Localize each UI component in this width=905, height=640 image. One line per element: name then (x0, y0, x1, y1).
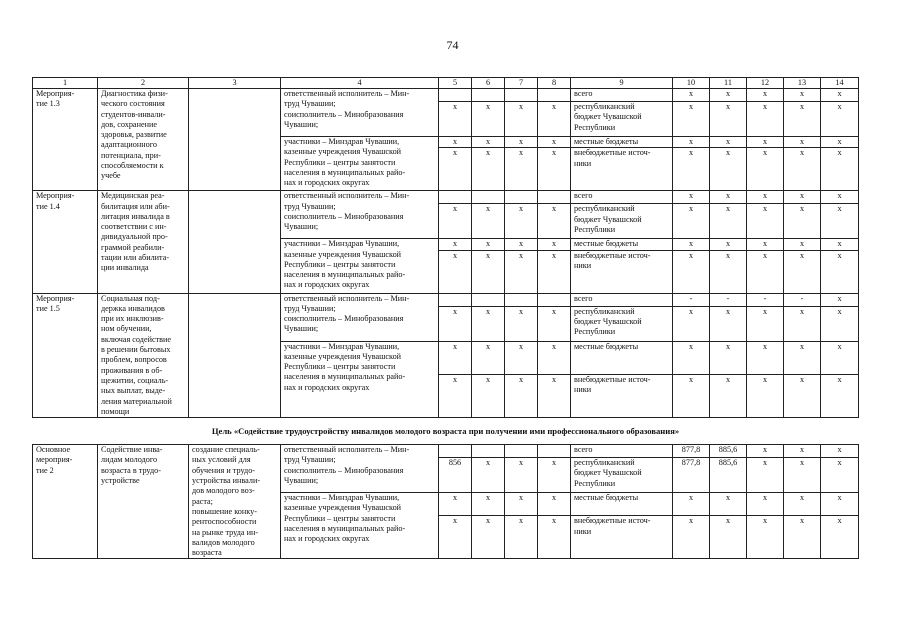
code-cell: x (472, 148, 505, 191)
code-cell: 856 (439, 458, 472, 493)
amount-cell: x (710, 493, 747, 516)
column-number: 11 (710, 78, 747, 89)
code-cell: x (505, 148, 538, 191)
code-cell (439, 445, 472, 458)
amount-cell: x (747, 341, 784, 375)
amount-cell: x (821, 102, 859, 137)
code-cell (538, 293, 571, 306)
measure-goal (189, 191, 281, 293)
funding-source: республиканский бюджет Чувашской Республики (571, 102, 673, 137)
measure-code: Мероприя- тие 1.5 (33, 293, 98, 418)
participants: участники – Минздрав Чувашии, казенные учреждения Чувашской Республики – центры занятости населения в муниципальных райо- нах и городских округах (281, 493, 439, 559)
amount-cell: x (747, 204, 784, 239)
amount-cell: x (821, 516, 859, 559)
funding-source: республиканский бюджет Чувашской Республики (571, 306, 673, 341)
column-number: 2 (98, 78, 189, 89)
goal-row (33, 418, 859, 445)
code-cell (439, 293, 472, 306)
responsible-executors: ответственный исполнитель – Мин- труд Чувашии; соисполнитель – Минобразования Чувашии; (281, 445, 439, 493)
funding-source: республиканский бюджет Чувашской Республики (571, 204, 673, 239)
amount-cell: x (673, 250, 710, 293)
code-cell: x (538, 341, 571, 375)
amount-cell: x (673, 306, 710, 341)
code-cell: x (472, 239, 505, 250)
code-cell: x (505, 493, 538, 516)
code-cell: x (505, 375, 538, 418)
code-cell: x (472, 516, 505, 559)
column-number: 9 (571, 78, 673, 89)
code-cell (472, 293, 505, 306)
amount-cell: x (710, 102, 747, 137)
code-cell: x (505, 516, 538, 559)
table-row (33, 293, 859, 306)
code-cell: x (439, 306, 472, 341)
amount-cell: x (710, 341, 747, 375)
goal-heading: Цель «Содействие трудоустройству инвалидов молодого возраста при получении ими профессионального образования» (33, 418, 859, 445)
amount-cell: x (784, 516, 821, 559)
amount-cell: x (821, 137, 859, 148)
column-number: 10 (673, 78, 710, 89)
amount-cell: x (747, 191, 784, 204)
amount-cell: x (784, 148, 821, 191)
amount-cell: x (673, 516, 710, 559)
funding-source: республиканский бюджет Чувашской Республики (571, 458, 673, 493)
code-cell: x (538, 516, 571, 559)
code-cell: x (505, 250, 538, 293)
amount-cell: x (747, 493, 784, 516)
amount-cell: x (784, 250, 821, 293)
amount-cell: x (821, 250, 859, 293)
amount-cell: x (673, 341, 710, 375)
amount-cell: x (747, 239, 784, 250)
amount-cell: x (747, 445, 784, 458)
amount-cell: x (821, 493, 859, 516)
amount-cell: x (710, 516, 747, 559)
amount-cell: x (747, 458, 784, 493)
amount-cell: x (747, 516, 784, 559)
column-number: 3 (189, 78, 281, 89)
code-cell: x (538, 102, 571, 137)
column-number: 12 (747, 78, 784, 89)
column-number: 13 (784, 78, 821, 89)
column-number: 5 (439, 78, 472, 89)
funding-source: внебюджетные источ- ники (571, 516, 673, 559)
responsible-executors: ответственный исполнитель – Мин- труд Чувашии; соисполнитель – Минобразования Чувашии; (281, 191, 439, 239)
code-cell (505, 293, 538, 306)
code-cell: x (439, 341, 472, 375)
code-cell: x (538, 375, 571, 418)
code-cell: x (439, 493, 472, 516)
code-cell: x (538, 239, 571, 250)
code-cell: x (439, 375, 472, 418)
code-cell: x (472, 137, 505, 148)
amount-cell: x (821, 375, 859, 418)
code-cell: x (439, 516, 472, 559)
table-row (33, 191, 859, 204)
amount-cell: x (821, 204, 859, 239)
code-cell (538, 89, 571, 102)
participants: участники – Минздрав Чувашии, казенные учреждения Чувашской Республики – центры занятости населения в муниципальных райо- нах и городских округах (281, 239, 439, 293)
code-cell: x (472, 204, 505, 239)
amount-cell: x (673, 375, 710, 418)
funding-source: местные бюджеты (571, 493, 673, 516)
code-cell: x (538, 137, 571, 148)
amount-cell: x (747, 250, 784, 293)
code-cell: x (538, 493, 571, 516)
amount-cell: x (673, 239, 710, 250)
amount-cell: x (673, 137, 710, 148)
amount-cell: 885,6 (710, 458, 747, 493)
code-cell (538, 191, 571, 204)
amount-cell: x (710, 239, 747, 250)
code-cell: x (472, 102, 505, 137)
amount-cell: x (784, 204, 821, 239)
column-number: 6 (472, 78, 505, 89)
amount-cell: - (673, 293, 710, 306)
amount-cell: x (784, 493, 821, 516)
participants: участники – Минздрав Чувашии, казенные учреждения Чувашской Республики – центры занятости населения в муниципальных райо- нах и городских округах (281, 341, 439, 418)
page-number: 74 (446, 38, 459, 52)
funding-source: местные бюджеты (571, 341, 673, 375)
amount-cell: x (784, 445, 821, 458)
table-row (33, 445, 859, 458)
code-cell: x (472, 306, 505, 341)
amount-cell: - (747, 293, 784, 306)
amount-cell: x (821, 293, 859, 306)
amount-cell: x (710, 191, 747, 204)
code-cell: x (505, 204, 538, 239)
funding-source: внебюджетные источ- ники (571, 250, 673, 293)
amount-cell: x (710, 375, 747, 418)
code-cell: x (439, 148, 472, 191)
code-cell: x (439, 250, 472, 293)
participants: участники – Минздрав Чувашии, казенные учреждения Чувашской Республики – центры занятости населения в муниципальных райо- нах и городских округах (281, 137, 439, 191)
code-cell (538, 445, 571, 458)
amount-cell: x (747, 137, 784, 148)
amount-cell: x (673, 102, 710, 137)
code-cell (472, 89, 505, 102)
amount-cell: 885,6 (710, 445, 747, 458)
amount-cell: x (710, 250, 747, 293)
amount-cell: x (821, 191, 859, 204)
amount-cell: x (821, 445, 859, 458)
amount-cell: x (747, 375, 784, 418)
column-number: 4 (281, 78, 439, 89)
code-cell (472, 445, 505, 458)
financing-table (32, 77, 859, 559)
code-cell: x (505, 458, 538, 493)
code-cell (472, 191, 505, 204)
code-cell (505, 445, 538, 458)
table-row (33, 89, 859, 102)
measure-code: Мероприя- тие 1.3 (33, 89, 98, 191)
amount-cell: x (821, 306, 859, 341)
measure-title: Содействие инва- лидам молодого возраста в трудо- устройстве (98, 445, 189, 559)
amount-cell: x (784, 137, 821, 148)
code-cell: x (439, 204, 472, 239)
funding-source: всего (571, 191, 673, 204)
code-cell: x (538, 148, 571, 191)
amount-cell: x (784, 306, 821, 341)
code-cell: x (439, 102, 472, 137)
code-cell (505, 191, 538, 204)
code-cell: x (505, 239, 538, 250)
code-cell: x (472, 458, 505, 493)
amount-cell: x (821, 458, 859, 493)
amount-cell: x (747, 89, 784, 102)
code-cell: x (538, 250, 571, 293)
code-cell: x (505, 137, 538, 148)
funding-source: всего (571, 445, 673, 458)
amount-cell: - (710, 293, 747, 306)
code-cell: x (505, 306, 538, 341)
column-number: 1 (33, 78, 98, 89)
funding-source: внебюджетные источ- ники (571, 148, 673, 191)
amount-cell: x (710, 137, 747, 148)
amount-cell: x (784, 102, 821, 137)
amount-cell: x (784, 458, 821, 493)
amount-cell: x (710, 306, 747, 341)
measure-title: Диагностика физи- ческого состояния студентов-инвали- дов, сохранение здоровья, развитие адаптационного потенциала, при- способляемости к учебе (98, 89, 189, 191)
responsible-executors: ответственный исполнитель – Мин- труд Чувашии; соисполнитель – Минобразования Чувашии; (281, 89, 439, 137)
measure-goal (189, 293, 281, 418)
code-cell: x (439, 239, 472, 250)
amount-cell: x (747, 148, 784, 191)
measure-code: Мероприя- тие 1.4 (33, 191, 98, 293)
funding-source: всего (571, 293, 673, 306)
code-cell: x (472, 375, 505, 418)
measure-title: Медицинская реа- билитация или аби- литация инвалида в соответствии с ин- дивидуальной про- граммой реабили- тации или абилита- ции инвалида (98, 191, 189, 293)
funding-source: местные бюджеты (571, 239, 673, 250)
funding-source: всего (571, 89, 673, 102)
column-number: 8 (538, 78, 571, 89)
column-numbers-row (33, 78, 859, 89)
measure-code: Основное мероприя- тие 2 (33, 445, 98, 559)
measure-goal (189, 89, 281, 191)
funding-source: местные бюджеты (571, 137, 673, 148)
amount-cell: x (747, 306, 784, 341)
amount-cell: x (784, 191, 821, 204)
amount-cell: 877,8 (673, 458, 710, 493)
amount-cell: x (710, 89, 747, 102)
code-cell: x (538, 204, 571, 239)
code-cell: x (472, 341, 505, 375)
amount-cell: x (710, 204, 747, 239)
measure-goal: создание специаль- ных условий для обучения и трудо- устройства инвали- дов молодого воз- раста; повышение конку- рентоспособности на рынке труда ин- валидов молодого возраста (189, 445, 281, 559)
code-cell: x (538, 306, 571, 341)
code-cell: x (472, 250, 505, 293)
code-cell: x (505, 102, 538, 137)
amount-cell: x (710, 148, 747, 191)
responsible-executors: ответственный исполнитель – Мин- труд Чувашии; соисполнитель – Минобразования Чувашии; (281, 293, 439, 341)
code-cell: x (439, 137, 472, 148)
amount-cell: x (673, 493, 710, 516)
amount-cell: x (821, 239, 859, 250)
funding-source: внебюджетные источ- ники (571, 375, 673, 418)
amount-cell: 877,8 (673, 445, 710, 458)
code-cell: x (538, 458, 571, 493)
amount-cell: x (821, 89, 859, 102)
column-number: 14 (821, 78, 859, 89)
amount-cell: x (784, 89, 821, 102)
code-cell: x (505, 341, 538, 375)
amount-cell: x (673, 204, 710, 239)
column-number: 7 (505, 78, 538, 89)
amount-cell: x (673, 89, 710, 102)
amount-cell: - (784, 293, 821, 306)
amount-cell: x (784, 341, 821, 375)
amount-cell: x (821, 148, 859, 191)
amount-cell: x (673, 148, 710, 191)
code-cell (505, 89, 538, 102)
amount-cell: x (784, 375, 821, 418)
measure-title: Социальная под- держка инвалидов при их инклюзив- ном обучении, включая содействие в решении бытовых проблем, вопросов проживания в об- щежитии, социаль- ных выплат, выде- ления материальной помощи (98, 293, 189, 418)
amount-cell: x (673, 191, 710, 204)
code-cell (439, 89, 472, 102)
code-cell: x (472, 493, 505, 516)
amount-cell: x (821, 341, 859, 375)
amount-cell: x (747, 102, 784, 137)
amount-cell: x (784, 239, 821, 250)
code-cell (439, 191, 472, 204)
